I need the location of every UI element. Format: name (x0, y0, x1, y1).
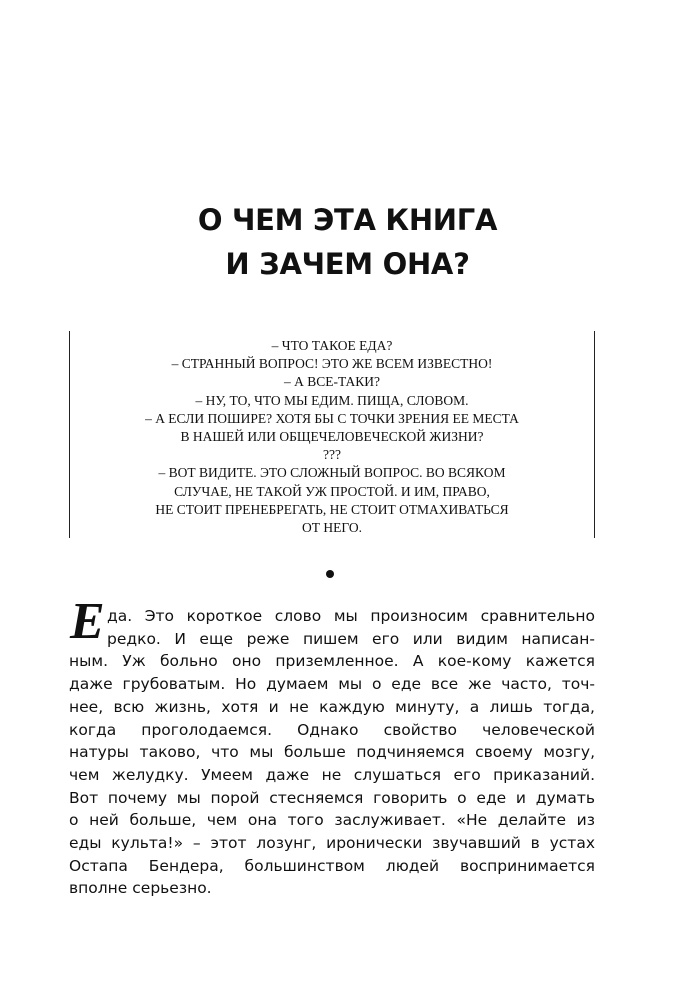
drop-cap-letter: Е (70, 593, 105, 650)
body-line: редко. И еще реже пишем его или видим написан- (107, 629, 595, 648)
epigraph-line: НЕ СТОИТ ПРЕНЕБРЕГАТЬ, НЕ СТОИТ ОТМАХИВАТЬСЯ (155, 501, 509, 517)
epigraph-line: – НУ, ТО, ЧТО МЫ ЕДИМ. ПИЩА, СЛОВОМ. (195, 392, 469, 408)
body-line: Остапа Бендера, большинством людей воспринимается (69, 856, 595, 875)
body-line: ным. Уж больно оно приземленное. А кое-кому кажется (69, 652, 595, 671)
epigraph-line: – ВОТ ВИДИТЕ. ЭТО СЛОЖНЫЙ ВОПРОС. ВО ВСЯКОМ (158, 465, 506, 481)
epigraph-line: – А ВСЕ-ТАКИ? (283, 374, 381, 390)
section-divider-bullet (326, 570, 334, 578)
body-line: даже грубоватым. Но думаем мы о еде все же часто, точ- (69, 675, 595, 694)
body-line: чем желудку. Умеем даже не слушаться его приказаний. (69, 765, 595, 784)
epigraph-dialogue (69, 331, 595, 538)
body-paragraph (69, 605, 595, 900)
epigraph-line: – СТРАННЫЙ ВОПРОС! ЭТО ЖЕ ВСЕМ ИЗВЕСТНО! (171, 356, 493, 372)
epigraph-line: – А ЕСЛИ ПОШИРЕ? ХОТЯ БЫ С ТОЧКИ ЗРЕНИЯ ЕЕ МЕСТА (145, 410, 519, 426)
epigraph-line: – ЧТО ТАКОЕ ЕДА? (271, 338, 393, 353)
body-line: да. Это короткое слово мы произносим сравнительно (107, 607, 595, 625)
chapter-title-line-1: О ЧЕМ ЭТА КНИГА (197, 203, 498, 237)
body-line: Вот почему мы порой стесняемся говорить о еде и думать (69, 788, 595, 807)
body-line: нее, всю жизнь, хотя и не каждую минуту, а лишь тогда, (69, 697, 595, 716)
body-line: еды культа!» – этот лозунг, иронически звучавший в устах (69, 834, 595, 853)
body-line: вполне серьезно. (69, 879, 212, 898)
epigraph-line: В НАШЕЙ ИЛИ ОБЩЕЧЕЛОВЕЧЕСКОЙ ЖИЗНИ? (180, 429, 484, 445)
epigraph-line: ??? (323, 447, 341, 463)
chapter-title (0, 198, 695, 286)
epigraph-line: СЛУЧАЕ, НЕ ТАКОЙ УЖ ПРОСТОЙ. И ИМ, ПРАВО, (174, 483, 490, 499)
body-line: натуры таково, что мы больше подчиняемся своему мозгу, (69, 743, 595, 762)
body-line: когда проголодаемся. Однако свойство человеческой (69, 720, 595, 739)
epigraph-line: ОТ НЕГО. (302, 520, 362, 536)
body-line: о ней больше, чем она того заслуживает. «Не делайте из (69, 811, 595, 830)
chapter-title-line-2: И ЗАЧЕМ ОНА? (225, 247, 470, 281)
